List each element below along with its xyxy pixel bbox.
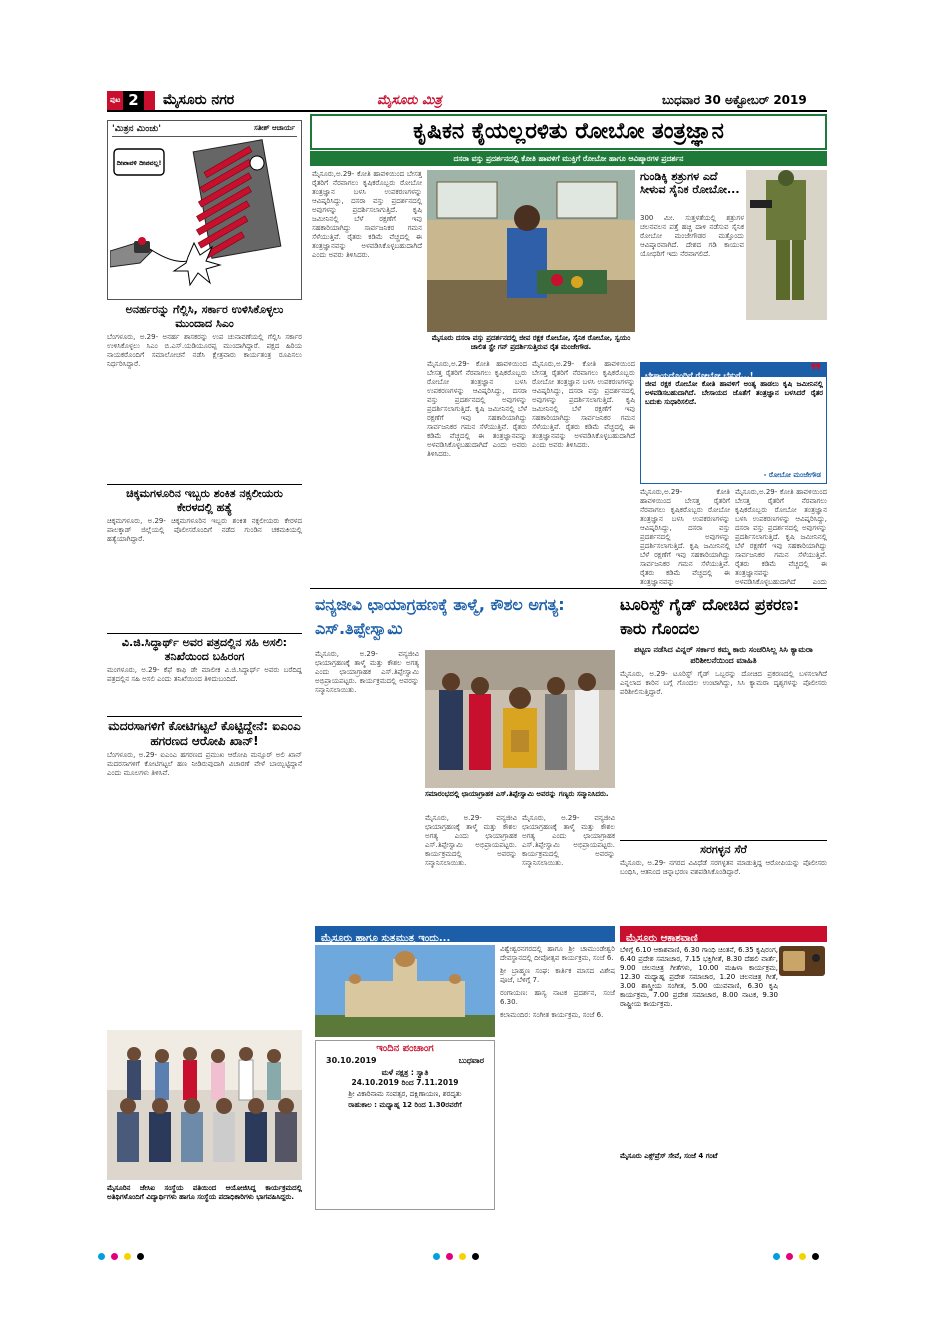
sarangi-story (620, 843, 827, 923)
panchanga-day: ಬುಧವಾರ (458, 1056, 484, 1065)
registration-dots-right (770, 1245, 822, 1264)
story-body: ಮಂಗಳೂರು, ಅ.29- ಕೆಫೆ ಕಾಫಿ ಡೇ ಮಾಲೀಕ ವಿ.ಜಿ.ಸಿದ್ಧಾರ್ಥ್ ಅವರು ಬರೆದಿದ್ದ ಪತ್ರದಲ್ಲಿನ ಸಹಿ ಅಸಲಿ ಎಂದು ತನಿಖೆಯಿಂದ ತಿಳಿದುಬಂದಿದೆ. (107, 666, 302, 683)
lead-headline: ಕೃಷಿಕನ ಕೈಯಲ್ಲರಳಿತು ರೋಬೋ ತಂತ್ರಜ್ಞಾನ (413, 119, 724, 144)
panchanga-date: 30.10.2019 (326, 1056, 377, 1065)
story-body: ಬೆಂಗಳೂರು, ಅ.29- ಅನರ್ಹ ಶಾಸಕರನ್ನು ಉಪ ಚುನಾವಣೆಯಲ್ಲಿ ಗೆಲ್ಲಿಸಿ ಸರ್ಕಾರ ಉಳಿಸಿಕೊಳ್ಳಲು ಸಿಎಂ ಬಿ.ಎಸ್.ಯಡಿಯೂರಪ್ಪ ಮುಂದಾಗಿದ್ದಾರೆ. ಪಕ್ಷದ ಹಿರಿಯ ನಾಯಕರೊಂದಿಗೆ ಸಮಾಲೋಚನೆ ನಡೆಸಿ ಕ್ಷೇತ್ರವಾರು ಕಾರ್ಯತಂತ್ರ ರೂಪಿಸಲು ನಿರ್ಧರಿಸಿದ್ದಾರೆ. (107, 333, 302, 368)
story-body: ಬೆಂಗಳೂರು, ಅ.29- ಐಎಂಎ ಹಗರಣದ ಪ್ರಮುಖ ಆರೋಪಿ ಮನ್ಸೂರ್ ಅಲಿ ಖಾನ್ ಮದರಸಾಗಳಿಗೆ ಕೋಟಿಗಟ್ಟಲೆ ಹಣ ನೀಡಿರುವುದಾಗಿ ವಿಚಾರಣೆ ವೇಳೆ ಬಾಯ್ಬಿಟ್ಟಿದ್ದಾನೆ ಎಂದು ಮೂಲಗಳು ತಿಳಿಸಿವೆ. (107, 751, 302, 777)
left-story-3 (107, 636, 302, 706)
radio-icon (779, 946, 825, 976)
lead-photo (427, 170, 635, 332)
event-item: ವಿಶ್ವೇಶ್ವರನಗರದಲ್ಲಿ ಹಾಗೂ ಶ್ರೀ ಚಾಮುಂಡೇಶ್ವರಿ ದೇವಸ್ಥಾನದಲ್ಲಿ ದೀಪೋತ್ಸವ ಕಾರ್ಯಕ್ರಮ, ಸಂಜೆ 6. (500, 945, 615, 962)
group-photo (107, 1030, 302, 1180)
page-label: ಪುಟ (110, 96, 121, 104)
panchanga-rahukala: ರಾಹುಕಾಲ : ಮಧ್ಯಾಹ್ನ 12 ರಿಂದ 1.30ರವರೆಗೆ (348, 1101, 462, 1109)
tourist-story (620, 593, 827, 810)
events-title: ಮೈಸೂರು ಹಾಗೂ ಸುತ್ತಮುತ್ತ ಇಂದು... (321, 933, 451, 944)
tourist-subhead: ಪಟ್ಟಣ ನಡೆಸಿದ ವಿನ್ನರ್ ಸರ್ಕಾರ ಕಮ್ಮ ಕಾರು ಸಂಚರಿಸಿಲ್ಲ ಸಿಸಿ ಕ್ಯಾಮರಾ ಪರಿಶೀಲನೆಯಿಂದ ಮಾಹಿತಿ (634, 645, 813, 665)
wildlife-caption: ಸಮಾರಂಭದಲ್ಲಿ ಛಾಯಾಗ್ರಾಹಕ ಎಸ್.ತಿಪ್ಪೇಸ್ವಾಮಿ ಅವರನ್ನು ಗಣ್ಯರು ಸನ್ಮಾನಿಸಿದರು. (425, 790, 609, 798)
event-item: ರಂಗಾಯಣ: ಹಾಸ್ಯ ನಾಟಕ ಪ್ರದರ್ಶನ, ಸಂಜೆ 6.30. (500, 989, 615, 1006)
wildlife-body-col1: ಮೈಸೂರು, ಅ.29- ವನ್ಯಜೀವಿ ಛಾಯಾಗ್ರಹಣಕ್ಕೆ ತಾಳ್ಮೆ ಮತ್ತು ಕೌಶಲ ಅಗತ್ಯ ಎಂದು ಛಾಯಾಗ್ರಾಹಕ ಎಸ್.ತಿಪ್ಪೇಸ್ವಾಮಿ ಅಭಿಪ್ರಾಯಪಟ್ಟರು. ಕಾರ್ಯಕ್ರಮದಲ್ಲಿ ಅವರನ್ನು ಸನ್ಮಾನಿಸಲಾಯಿತು. (315, 650, 419, 694)
wildlife-photo (425, 650, 615, 788)
lead-subhead-bar (310, 151, 827, 166)
story-headline: ಚಿಕ್ಕಮಗಳೂರಿನ ಇಬ್ಬರು ಶಂಕಿತ ನಕ್ಸಲೀಯರು ಕೇರಳದಲ್ಲಿ ಹತ್ಯೆ (126, 487, 283, 514)
wildlife-body-col3: ಮೈಸೂರು, ಅ.29- ವನ್ಯಜೀವಿ ಛಾಯಾಗ್ರಹಣಕ್ಕೆ ತಾಳ್ಮೆ ಮತ್ತು ಕೌಶಲ ಅಗತ್ಯ ಎಂದು ಛಾಯಾಗ್ರಾಹಕ ಎಸ್.ತಿಪ್ಪೇಸ್ವಾಮಿ ಅಭಿಪ್ರಾಯಪಟ್ಟರು. ಕಾರ್ಯಕ್ರಮದಲ್ಲಿ ಅವರನ್ನು ಸನ್ಮಾನಿಸಲಾಯಿತು. (522, 814, 615, 867)
left-story-2 (107, 487, 302, 631)
palace-photo (315, 945, 495, 1037)
panchanga-samvatsara: ಶ್ರೀ ವಿಕಾರಿನಾಮ ಸಂವತ್ಸರ, ದಕ್ಷಿಣಾಯಣ, ಶರದೃತು (348, 1090, 462, 1098)
soldier-robot-headline: ಗುಂಡಿಕ್ಕಿ ಶತ್ರುಗಳ ಎದೆ ಸೀಳುವ ಸೈನಿಕ ರೋಬೋ... (640, 170, 740, 196)
akashvani-extra: ಮೈಸೂರು ಎಕ್ಸ್‌ಪ್ರೆಸ್ ಸೇವೆ, ಸಂಜೆ 4 ಗಂಟೆ (620, 1152, 718, 1160)
lead-body-col2: ಮೈಸೂರು,ಅ.29- ಕೋತಿ ಹಾವಳಿಯಿಂದ ಬೇಸತ್ತ ರೈತರಿಗೆ ನೆರವಾಗಲು ಕೃಷಿಕರೊಬ್ಬರು ರೋಬೋ ತಂತ್ರಜ್ಞಾನ ಬಳಸಿ ಉಪಕರಣಗಳನ್ನು ಆವಿಷ್ಕರಿಸಿದ್ದು, ದಸರಾ ವಸ್ತು ಪ್ರದರ್ಶನದಲ್ಲಿ ಅವುಗಳನ್ನು ಪ್ರದರ್ಶಿಸಲಾಗುತ್ತಿದೆ. ಕೃಷಿ ಜಮೀನಿನಲ್ಲಿ ಬೆಳೆ ರಕ್ಷಣೆಗೆ ಇವು ಸಹಕಾರಿಯಾಗಿದ್ದು ಸಾರ್ವಜನಿಕರ ಗಮನ ಸೆಳೆಯುತ್ತಿವೆ. ರೈತರು ಕಡಿಮೆ ವೆಚ್ಚದಲ್ಲಿ ಈ ತಂತ್ರಜ್ಞಾನವನ್ನು ಅಳವಡಿಸಿಕೊಳ್ಳಬಹುದಾಗಿದೆ ಎಂದು ಅವರು ತಿಳಿಸಿದರು. (427, 360, 527, 458)
divider (620, 840, 827, 841)
soldier-robot-body: 300 ಮೀ. ಸುತ್ತಳತೆಯಲ್ಲಿ ಶತ್ರುಗಳ ಚಲನವಲನ ಪತ್ತೆ ಹಚ್ಚಿ ದಾಳಿ ನಡೆಸುವ ಸೈನಿಕ ರೋಬೋ ಮಂಜೇಗೌಡರ ಮತ್ತೊಂದು ಆವಿಷ್ಕಾರವಾಗಿದೆ. ದೇಶದ ಗಡಿ ಕಾಯುವ ಯೋಧರಿಗೆ ಇದು ನೆರವಾಗಲಿದೆ. (640, 214, 744, 258)
story-headline: ವಿ.ಜಿ.ಸಿದ್ಧಾರ್ಥ್ ಅವರ ಪತ್ರದಲ್ಲಿನ ಸಹಿ ಅಸಲಿ: ತನಿಖೆಯಿಂದ ಬಹಿರಂಗ (121, 636, 288, 663)
cartoon-title: 'ಮಿತ್ರನ ಮಿಂಚು' (112, 124, 162, 134)
page-header (107, 90, 827, 112)
tourist-body: ಮೈಸೂರು, ಅ.29- ಟೂರಿಸ್ಟ್ ಗೈಡ್ ಒಬ್ಬರನ್ನು ದೋಚಿದ ಪ್ರಕರಣದಲ್ಲಿ ಬಳಸಲಾಗಿದೆ ಎನ್ನಲಾದ ಕಾರಿನ ಬಗ್ಗೆ ಗೊಂದಲ ಉಂಟಾಗಿದ್ದು, ಸಿಸಿ ಕ್ಯಾಮರಾ ದೃಶ್ಯಗಳನ್ನು ಪೊಲೀಸರು ಪರಿಶೀಲಿಸುತ್ತಿದ್ದಾರೆ. (620, 670, 827, 696)
akashvani-box (620, 926, 827, 1231)
page-number-badge (107, 91, 155, 110)
registration-dots-center (430, 1245, 482, 1264)
speech-bubble (114, 149, 164, 175)
quote-box-body: ಜೀವ ರಕ್ಷಕ ರೋಬೋ ಕೋತಿ ಹಾವಳಿಗೆ ಅಂತ್ಯ ಹಾಡಲು ಕೃಷಿ ಜಮೀನಿನಲ್ಲಿ ಅಳವಡಿಸಬಹುದಾಗಿದೆ. ಬೇಸಾಯದ ಜೊತೆಗೆ ತಂತ್ರಜ್ಞಾನ ಬಳಸಿದರೆ ರೈತರ ಬದುಕು ಸುಧಾರಿಸಲಿದೆ. (645, 380, 823, 406)
events-list (500, 945, 615, 1230)
cartoon-illustration (110, 139, 300, 297)
divider (310, 588, 827, 589)
tourist-headline: ಟೂರಿಸ್ಟ್ ಗೈಡ್ ದೋಚಿದ ಪ್ರಕರಣ: ಕಾರು ಗೊಂದಲ (620, 595, 800, 638)
speech-bubble-text: ದೀಪಾವಳಿ ದೀಪವಲ್ಲ! (116, 159, 162, 167)
divider (107, 716, 302, 717)
akashvani-title-bar (620, 926, 827, 942)
masthead-logo: ಮೈಸೂರು ಮಿತ್ರ (377, 93, 442, 108)
lead-subhead: ದಸರಾ ವಸ್ತು ಪ್ರದರ್ಶನದಲ್ಲಿ ಕೋತಿ ಹಾವಳಿಗೆ ಮುಕ್ತಿಗೆ ರೋಬೋ ಹಾಗೂ ಆವಿಷ್ಕಾರಗಳ ಪ್ರದರ್ಶನ (453, 154, 684, 163)
wildlife-body-col2: ಮೈಸೂರು, ಅ.29- ವನ್ಯಜೀವಿ ಛಾಯಾಗ್ರಹಣಕ್ಕೆ ತಾಳ್ಮೆ ಮತ್ತು ಕೌಶಲ ಅಗತ್ಯ ಎಂದು ಛಾಯಾಗ್ರಾಹಕ ಎಸ್.ತಿಪ್ಪೇಸ್ವಾಮಿ ಅಭಿಪ್ರಾಯಪಟ್ಟರು. ಕಾರ್ಯಕ್ರಮದಲ್ಲಿ ಅವರನ್ನು ಸನ್ಮಾನಿಸಲಾಯಿತು. (425, 814, 517, 867)
soldier-robot-photo (746, 170, 827, 320)
page-number: 2 (123, 91, 143, 110)
lead-body-col3: ಮೈಸೂರು,ಅ.29- ಕೋತಿ ಹಾವಳಿಯಿಂದ ಬೇಸತ್ತ ರೈತರಿಗೆ ನೆರವಾಗಲು ಕೃಷಿಕರೊಬ್ಬರು ರೋಬೋ ತಂತ್ರಜ್ಞಾನ ಬಳಸಿ ಉಪಕರಣಗಳನ್ನು ಆವಿಷ್ಕರಿಸಿದ್ದು, ದಸರಾ ವಸ್ತು ಪ್ರದರ್ಶನದಲ್ಲಿ ಅವುಗಳನ್ನು ಪ್ರದರ್ಶಿಸಲಾಗುತ್ತಿದೆ. ಕೃಷಿ ಜಮೀನಿನಲ್ಲಿ ಬೆಳೆ ರಕ್ಷಣೆಗೆ ಇವು ಸಹಕಾರಿಯಾಗಿದ್ದು ಸಾರ್ವಜನಿಕರ ಗಮನ ಸೆಳೆಯುತ್ತಿವೆ. ರೈತರು ಕಡಿಮೆ ವೆಚ್ಚದಲ್ಲಿ ಈ ತಂತ್ರಜ್ಞಾನವನ್ನು ಅಳವಡಿಸಿಕೊಳ್ಳಬಹುದಾಗಿದೆ ಎಂದು ಅವರು ತಿಳಿಸಿದರು. (532, 360, 635, 449)
story-body: ಚಿಕ್ಕಮಗಳೂರು, ಅ.29- ಚಿಕ್ಕಮಗಳೂರಿನ ಇಬ್ಬರು ಶಂಕಿತ ನಕ್ಸಲೀಯರು ಕೇರಳದ ಪಾಲಕ್ಕಾಡ್ ಜಿಲ್ಲೆಯಲ್ಲಿ ಪೊಲೀಸರೊಂದಿಗೆ ನಡೆದ ಗುಂಡಿನ ಚಕಮಕಿಯಲ್ಲಿ ಹತ್ಯೆಯಾಗಿದ್ದಾರೆ. (107, 517, 302, 543)
soldier-robot-box (640, 170, 827, 360)
left-story-1 (107, 303, 302, 481)
section-name: ಮೈಸೂರು ನಗರ (163, 92, 235, 108)
quote-box-signature: - ರೋಬೋ ಮಂಜೇಗೌಡ (763, 471, 821, 479)
story-headline: ಮದರಸಾಗಳಿಗೆ ಕೋಟಿಗಟ್ಟಲೆ ಕೊಟ್ಟಿದ್ದೇನೆ: ಐಎಂಎ ಹಗರಣದ ಆರೋಪಿ ಖಾನ್! (108, 719, 301, 748)
story-headline: ಅನರ್ಹರನ್ನು ಗೆಲ್ಲಿಸಿ, ಸರ್ಕಾರ ಉಳಿಸಿಕೊಳ್ಳಲು ಮುಂದಾದ ಸಿಎಂ (125, 303, 284, 330)
lead-headline-bar (310, 114, 827, 150)
issue-date: ಬುಧವಾರ 30 ಅಕ್ಟೋಬರ್ 2019 (662, 93, 807, 107)
quote-box-titlebar (641, 363, 826, 380)
sarangi-body: ಮೈಸೂರು, ಅ.29- ನಗರದ ವಿವಿಧೆಡೆ ಸರಗಳ್ಳತನ ಮಾಡುತ್ತಿದ್ದ ಆರೋಪಿಯನ್ನು ಪೊಲೀಸರು ಬಂಧಿಸಿ, ಆತನಿಂದ ಚಿನ್ನಾಭರಣ ವಶಪಡಿಸಿಕೊಂಡಿದ್ದಾರೆ. (620, 859, 827, 876)
quote-box (640, 359, 827, 484)
left-story-4 (107, 719, 302, 1031)
lead-body-col1: ಮೈಸೂರು,ಅ.29- ಕೋತಿ ಹಾವಳಿಯಿಂದ ಬೇಸತ್ತ ರೈತರಿಗೆ ನೆರವಾಗಲು ಕೃಷಿಕರೊಬ್ಬರು ರೋಬೋ ತಂತ್ರಜ್ಞಾನ ಬಳಸಿ ಉಪಕರಣಗಳನ್ನು ಆವಿಷ್ಕರಿಸಿದ್ದು, ದಸರಾ ವಸ್ತು ಪ್ರದರ್ಶನದಲ್ಲಿ ಅವುಗಳನ್ನು ಪ್ರದರ್ಶಿಸಲಾಗುತ್ತಿದೆ. ಕೃಷಿ ಜಮೀನಿನಲ್ಲಿ ಬೆಳೆ ರಕ್ಷಣೆಗೆ ಇವು ಸಹಕಾರಿಯಾಗಿದ್ದು ಸಾರ್ವಜನಿಕರ ಗಮನ ಸೆಳೆಯುತ್ತಿವೆ. ರೈತರು ಕಡಿಮೆ ವೆಚ್ಚದಲ್ಲಿ ಈ ತಂತ್ರಜ್ಞಾನವನ್ನು ಅಳವಡಿಸಿಕೊಳ್ಳಬಹುದಾಗಿದೆ ಎಂದು ಅವರು ತಿಳಿಸಿದರು. (312, 170, 422, 259)
sarangi-headline: ಸರಗಳ್ಳನ ಸೆರೆ (700, 843, 747, 856)
panchanga-nakshatra-dates: 24.10.2019 ರಿಂದ 7.11.2019 (351, 1078, 459, 1087)
group-photo-caption: ಮೈಸೂರಿನ ಜೇಸಿಐ ಸಂಸ್ಥೆಯ ವತಿಯಿಂದ ಆಯೋಜಿಸಿದ್ದ ಕಾರ್ಯಕ್ರಮದಲ್ಲಿ ಅತಿಥಿಗಳೊಂದಿಗೆ ವಿದ್ಯಾರ್ಥಿಗಳು ಹಾಗೂ ಸಂಸ್ಥೆಯ ಪದಾಧಿಕಾರಿಗಳು ಭಾಗವಹಿಸಿದ್ದರು. (107, 1184, 302, 1201)
panchanga-box (315, 1040, 495, 1210)
events-title-bar (315, 926, 615, 942)
akashvani-title: ಮೈಸೂರು ಆಕಾಶವಾಣಿ (626, 933, 698, 944)
quote-box-title: ಬೇಸಾಯದೊಂದಿಗೆ ರೋಬೋ ಬೆಸುಗೆ...! (645, 371, 754, 380)
divider (107, 633, 302, 634)
wildlife-headline-box (315, 593, 615, 645)
panchanga-nakshatra: ಮಳೆ ನಕ್ಷತ್ರ : ಸ್ವಾತಿ (381, 1068, 429, 1077)
lead-body-col5: ಮೈಸೂರು,ಅ.29- ಕೋತಿ ಹಾವಳಿಯಿಂದ ಬೇಸತ್ತ ರೈತರಿಗೆ ನೆರವಾಗಲು ಕೃಷಿಕರೊಬ್ಬರು ರೋಬೋ ತಂತ್ರಜ್ಞಾನ ಬಳಸಿ ಉಪಕರಣಗಳನ್ನು ಆವಿಷ್ಕರಿಸಿದ್ದು, ದಸರಾ ವಸ್ತು ಪ್ರದರ್ಶನದಲ್ಲಿ ಅವುಗಳನ್ನು ಪ್ರದರ್ಶಿಸಲಾಗುತ್ತಿದೆ. ಕೃಷಿ ಜಮೀನಿನಲ್ಲಿ ಬೆಳೆ ರಕ್ಷಣೆಗೆ ಇವು ಸಹಕಾರಿಯಾಗಿದ್ದು ಸಾರ್ವಜನಿಕರ ಗಮನ ಸೆಳೆಯುತ್ತಿವೆ. ರೈತರು ಕಡಿಮೆ ವೆಚ್ಚದಲ್ಲಿ ಈ ತಂತ್ರಜ್ಞಾನವನ್ನು ಅಳವಡಿಸಿಕೊಳ್ಳಬಹುದಾಗಿದೆ ಎಂದು (735, 488, 827, 586)
event-item: ಶ್ರೀ ಬ್ರಾಹ್ಮಣ ಸಂಘ: ಕಾರ್ತಿಕ ಮಾಸದ ವಿಶೇಷ ಪೂಜೆ, ಬೆಳಿಗ್ಗೆ 7. (500, 967, 615, 984)
divider (107, 484, 302, 485)
quote-mark-icon: ❞ (810, 359, 822, 383)
lead-photo-caption: ಮೈಸೂರು ದಸರಾ ವಸ್ತು ಪ್ರದರ್ಶನದಲ್ಲಿ ಜೀವ ರಕ್ಷಕ ರೋಬೋ, ಸೈನಿಕ ರೋಬೋ, ಸ್ವಯಂ ಚಾಲಿತ ಸ್ಪ್ರೇ ಗನ್ ಪ್ರದರ್ಶಿಸುತ್ತಿರುವ ರೈತ ಮಂಜೇಗೌಡ. (431, 334, 631, 351)
cartoon-box (107, 120, 302, 300)
event-item: ಕಲಾಮಂದಿರ: ಸಂಗೀತ ಕಾರ್ಯಕ್ರಮ, ಸಂಜೆ 6. (500, 1011, 604, 1019)
akashvani-schedule: ಬೆಳಿಗ್ಗೆ 6.10 ಆಕಾಶವಾಣಿ, 6.30 ಗಾಂಧಿ ಚಿಂತನೆ, 6.35 ಕೃಷಿರಂಗ, 6.40 ಪ್ರದೇಶ ಸಮಾಚಾರ, 7.15 ಭಕ್ತಿಗೀತೆ, 8.30 ದೆಹಲಿ ವಾರ್ತೆ, 9.00 ಚಲನಚಿತ್ರ ಗೀತೆಗಳು, 10.00 ಮಹಿಳಾ ಕಾರ್ಯಕ್ರಮ, 12.30 ಮಧ್ಯಾಹ್ನ ಪ್ರದೇಶ ಸಮಾಚಾರ, 1.20 ಚಲನಚಿತ್ರ ಗೀತೆ, 3.00 ಶಾಸ್ತ್ರೀಯ ಸಂಗೀತ, 5.00 ಯುವವಾಣಿ, 6.30 ಕೃಷಿ ಕಾರ್ಯಕ್ರಮ, 7.00 ಪ್ರದೇಶ ಸಮಾಚಾರ, 8.00 ನಾಟಕ, 9.30 ರಾಷ್ಟ್ರೀಯ ಕಾರ್ಯಕ್ರಮ. (620, 946, 778, 1008)
cartoonist-name: ಸತೀಶ್ ಆಚಾರ್ಯ (254, 124, 295, 132)
lead-body-col4: ಮೈಸೂರು,ಅ.29- ಕೋತಿ ಹಾವಳಿಯಿಂದ ಬೇಸತ್ತ ರೈತರಿಗೆ ನೆರವಾಗಲು ಕೃಷಿಕರೊಬ್ಬರು ರೋಬೋ ತಂತ್ರಜ್ಞಾನ ಬಳಸಿ ಉಪಕರಣಗಳನ್ನು ಆವಿಷ್ಕರಿಸಿದ್ದು, ದಸರಾ ವಸ್ತು ಪ್ರದರ್ಶನದಲ್ಲಿ ಅವುಗಳನ್ನು ಪ್ರದರ್ಶಿಸಲಾಗುತ್ತಿದೆ. ಕೃಷಿ ಜಮೀನಿನಲ್ಲಿ ಬೆಳೆ ರಕ್ಷಣೆಗೆ ಇವು ಸಹಕಾರಿಯಾಗಿದ್ದು ಸಾರ್ವಜನಿಕರ ಗಮನ ಸೆಳೆಯುತ್ತಿವೆ. ರೈತರು ಕಡಿಮೆ ವೆಚ್ಚದಲ್ಲಿ ಈ ತಂತ್ರಜ್ಞಾನವನ್ನು (640, 488, 730, 586)
panchanga-title: ಇಂದಿನ ಪಂಚಾಂಗ (376, 1043, 434, 1054)
wildlife-headline: ವನ್ಯಜೀವಿ ಛಾಯಾಗ್ರಹಣಕ್ಕೆ ತಾಳ್ಮೆ, ಕೌಶಲ ಅಗತ್ಯ: ಎಸ್.ತಿಪ್ಪೇಸ್ವಾಮಿ (315, 595, 565, 638)
title-divider (112, 136, 297, 137)
registration-dots-left (95, 1245, 147, 1264)
